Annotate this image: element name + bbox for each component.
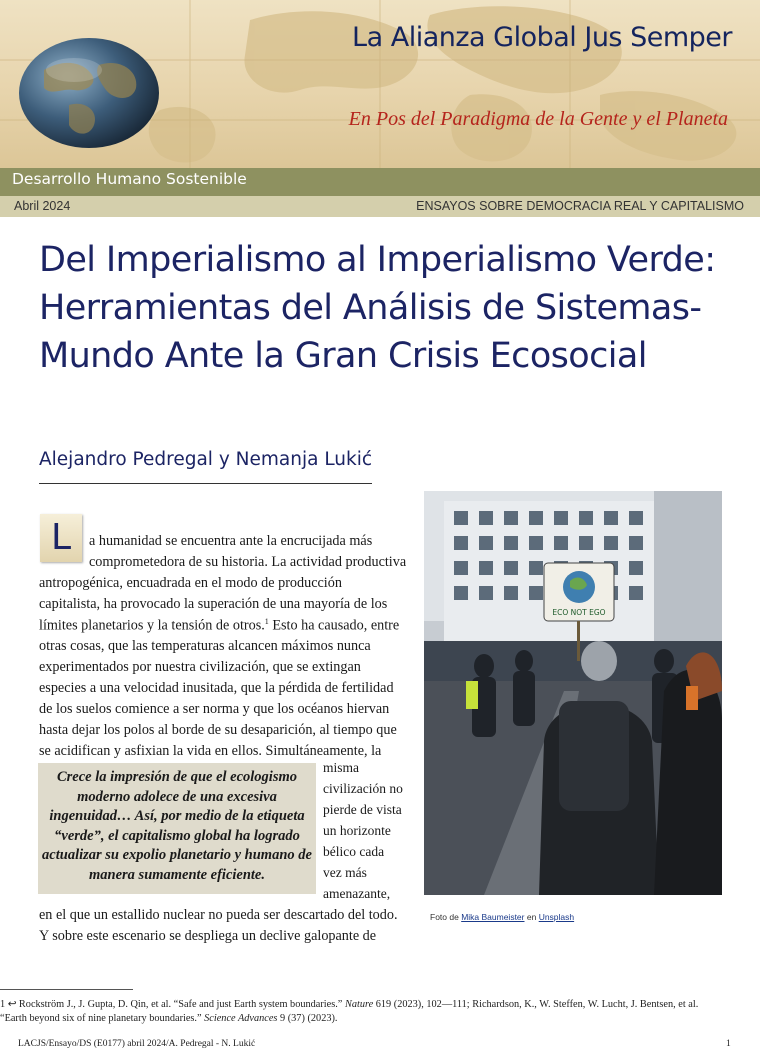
body-line: se acidifican y asfixian la vida en ellos. Simultáneamente, la: [39, 743, 382, 759]
site-title: La Alianza Global Jus Semper: [352, 22, 732, 53]
title-line: Del Imperialismo al Imperialismo Verde:: [39, 240, 716, 280]
dropcap-letter: L: [50, 517, 72, 558]
article-photo: [424, 491, 722, 895]
section-label: Desarrollo Humano Sostenible: [12, 170, 247, 188]
footnote-line: [0, 998, 698, 1010]
photo-credit: [430, 912, 574, 922]
footnote-line: [0, 1013, 338, 1024]
body-line: en el que un estallido nuclear no pueda ser descartado del todo.: [39, 907, 398, 923]
photo-credit-text: en: [524, 912, 539, 922]
body-text: Esto ha causado, entre: [268, 617, 400, 634]
footnote-ref[interactable]: 1: [264, 617, 269, 626]
body-line: experimentados por nuestra civilización, que se extingan: [39, 659, 361, 675]
footnote-journal: Science Advances: [204, 1013, 278, 1024]
body-line: a humanidad se encuentra ante la encrucijada más: [89, 533, 373, 549]
body-line: vez más: [323, 865, 367, 880]
footer-reference: LACJS/Ensayo/DS (E0177) abril 2024/A. Pedregal - N. Lukić: [18, 1039, 256, 1049]
body-line: otras cosas, que las temperaturas alcancen máximos nunca: [39, 638, 371, 654]
protest-photo-illustration: [424, 491, 722, 895]
body-line: amenazante,: [323, 886, 391, 901]
article-authors: Alejandro Pedregal y Nemanja Lukić: [39, 449, 373, 470]
body-line: civilización no: [323, 781, 403, 796]
footnote-text: 9 (37) (2023).: [277, 1013, 338, 1024]
body-text: límites planetarios y la tensión de otros.: [39, 617, 265, 634]
publication-date: Abril 2024: [14, 199, 71, 213]
body-line: [39, 617, 399, 635]
photo-author-link[interactable]: Mika Baumeister: [461, 912, 525, 922]
photo-credit-text: Foto de: [430, 912, 462, 922]
protest-sign-text: ECO NOT EGO: [552, 608, 606, 617]
body-line: pierde de vista: [323, 802, 402, 817]
body-line: comprometedora de su historia. La actividad productiva: [89, 554, 407, 570]
body-line: antropogénica, encuadrada en el modo de producción: [39, 575, 342, 591]
author-divider: [39, 483, 372, 484]
footnote-backlink[interactable]: 1 ↩: [0, 999, 17, 1010]
article-title: [39, 236, 729, 380]
body-line: bélico cada: [323, 844, 385, 859]
footnote-text: Rockström J., J. Gupta, D. Qin, et al. “Safe and just Earth system boundaries.”: [16, 999, 345, 1010]
body-line: hasta dejar los polos al borde de su desaparición, al tiempo que: [39, 722, 397, 738]
globe-icon: [14, 30, 164, 155]
title-line: Mundo Ante la Gran Crisis Ecosocial: [39, 336, 647, 376]
page-number: 1: [726, 1039, 731, 1049]
body-line: Y sobre este escenario se despliega un declive galopante de: [39, 928, 377, 944]
body-line: capitalista, ha provocado la superación de una mayoría de los: [39, 596, 388, 612]
footnote-text: 619 (2023), 102—111; Richardson, K., W. Steffen, W. Lucht, J. Bentsen, et al.: [373, 999, 699, 1010]
body-line: misma: [323, 760, 359, 775]
footnote-divider: [0, 989, 133, 990]
pullquote-text: Crece la impresión de que el ecologismo moderno adolece de una excesiva ingenuidad… Así, por medio de la etiqueta “verde”, el capitalismo global ha logrado actualizar su expolio planetario y humano de manera sumamente eficiente.: [42, 769, 312, 883]
body-line: especies a una velocidad inusitada, que la pérdida de fertilidad: [39, 680, 394, 696]
body-line: de los suelos comience a ser norma y que los océanos hiervan: [39, 701, 390, 717]
title-line: Herramientas del Análisis de Sistemas-: [39, 288, 702, 328]
site-tagline: En Pos del Paradigma de la Gente y el Planeta: [348, 108, 728, 130]
footnote-journal: Nature: [344, 999, 374, 1010]
unsplash-link[interactable]: Unsplash: [538, 912, 575, 922]
footnote-text: “Earth beyond six of nine planetary boundaries.”: [0, 1013, 205, 1024]
series-label: ENSAYOS SOBRE DEMOCRACIA REAL Y CAPITALISMO: [416, 199, 744, 213]
body-line: un horizonte: [323, 823, 391, 838]
